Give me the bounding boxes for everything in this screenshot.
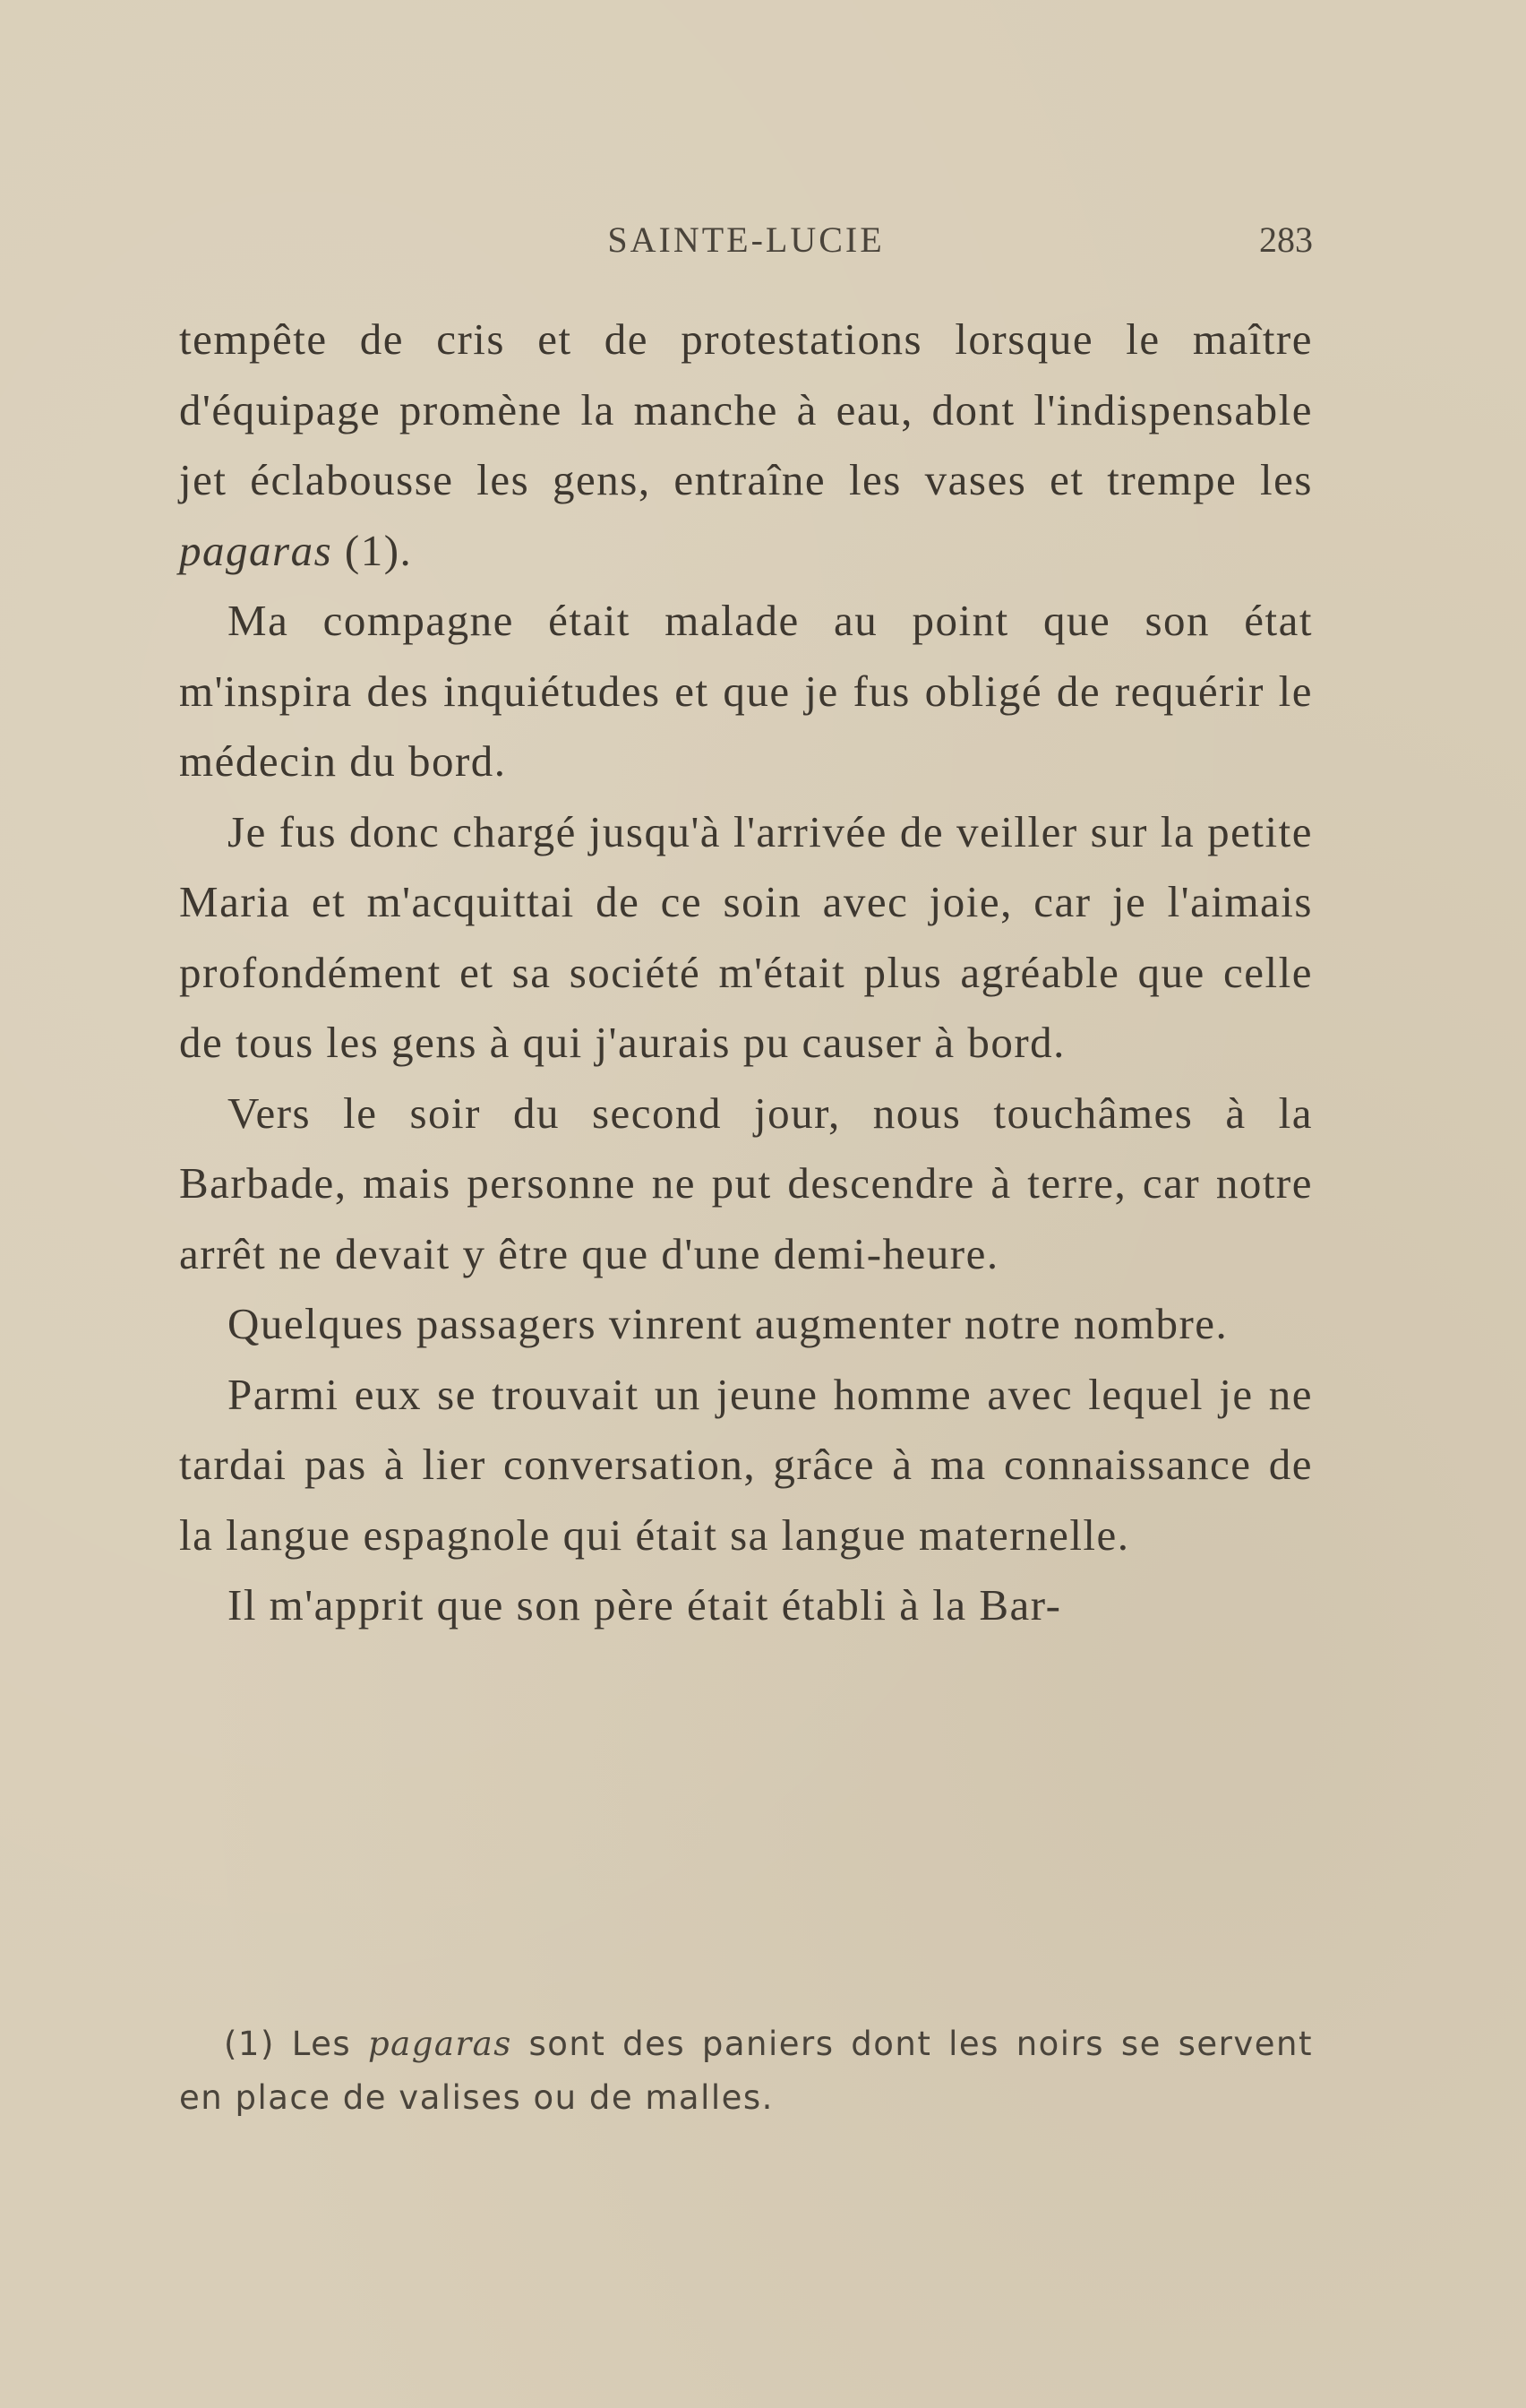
paragraph-1-text: tempête de cris et de protestations lorsque le maître d'équipage promène la manche à eau, dont l'indispensable jet éclabousse les gens, entraîne les vases et trempe les	[179, 314, 1313, 504]
footnote-text-start: Les	[291, 2025, 368, 2063]
footnote-text	[179, 2017, 1313, 2125]
paragraph-7: Il m'apprit que son père était établi à la Bar-	[227, 1580, 1062, 1630]
pagaras-term: pagaras	[179, 525, 333, 575]
body-text	[179, 305, 1313, 1641]
footnote-pagaras-term: pagaras	[367, 2025, 512, 2063]
running-title: SAINTE-LUCIE	[607, 219, 885, 260]
paragraph-4: Vers le soir du second jour, nous touchâmes à la Barbade, mais personne ne put descendre à terre, car notre arrêt ne devait y être que d'une demi-heure.	[179, 1088, 1313, 1278]
footnote-marker: (1)	[224, 2025, 275, 2063]
paragraph-1	[179, 305, 1313, 586]
footnote	[179, 2017, 1313, 2125]
paragraph-6: Parmi eux se trouvait un jeune homme avec lequel je ne tardai pas à lier conversation, grâce à ma connaissance de la langue espagnole qui était sa langue maternelle.	[179, 1369, 1313, 1560]
page-header	[179, 213, 1313, 267]
footnote-text-end: sont des paniers dont les noirs se servent en place de valises ou de malles.	[179, 2025, 1313, 2117]
paragraph-5: Quelques passagers vinrent augmenter notre nombre.	[227, 1299, 1229, 1348]
paragraph-3: Je fus donc chargé jusqu'à l'arrivée de veiller sur la petite Maria et m'acquittai de ce soin avec joie, car je l'aimais profondément et sa société m'était plus agréable que celle de tous les gens à qui j'aurais pu causer à bord.	[179, 806, 1313, 1067]
footnote-reference: (1).	[344, 525, 413, 575]
paragraph-2: Ma compagne était malade au point que son état m'inspira des inquiétudes et que je fus obligé de requérir le médecin du bord.	[179, 596, 1313, 786]
page-number: 283	[1259, 219, 1313, 260]
